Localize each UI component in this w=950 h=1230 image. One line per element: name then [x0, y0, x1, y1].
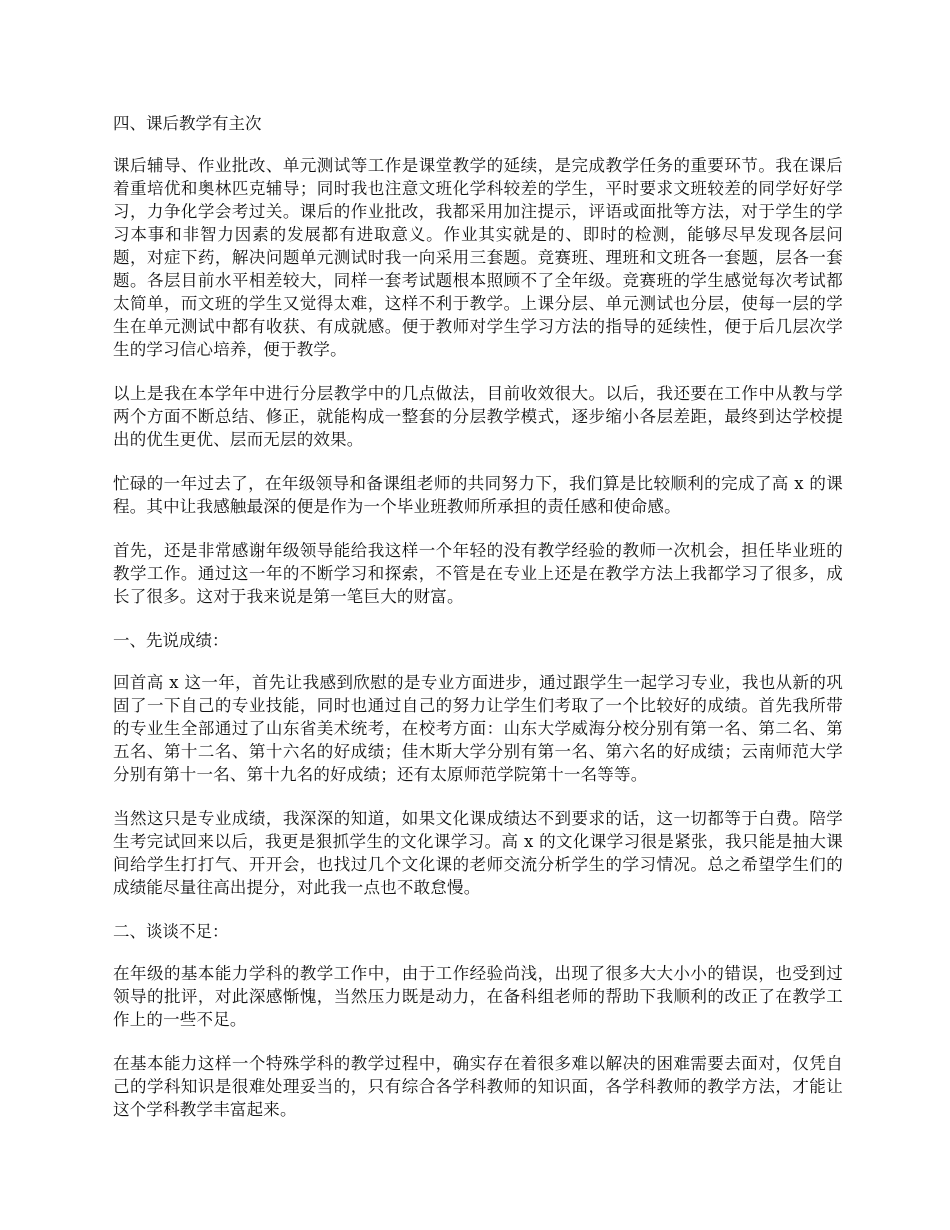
paragraph-achievements: 回首高 x 这一年，首先让我感到欣慰的是专业方面进步，通过跟学生一起学习专业，我也从新的巩固了一下自己的专业技能，同时也通过自己的努力让学生们考取了一个比较好的成绩。首先我所带的专业生全部通过了山东省美术统考，在校考方面：山东大学威海分校分别有第一名、第二名、第五名、第十二名、第十六名的好成绩；佳木斯大学分别有第一名、第六名的好成绩；云南师范大学分别有第十一名、第十九名的好成绩；还有太原师范学院第十一名等等。	[113, 673, 843, 784]
paragraph-after-class-tutoring: 课后辅导、作业批改、单元测试等工作是课堂教学的延续，是完成教学任务的重要环节。我在课后着重培优和奥林匹克辅导；同时我也注意文班化学科较差的学生，平时要求文班较差的同学好好学习，力争化学会考过关。课后的作业批改，我都采用加注提示，评语或面批等方法，对于学生的学习本事和非智力因素的发展都有进取意义。作业其实就是的、即时的检测，能够尽早发现各层问题，对症下药，解决问题单元测试时我一向采用三套题。竞赛班、理班和文班各一套题，层各一套题。各层目前水平相差较大，同样一套考试题根本照顾不了全年级。竞赛班的学生感觉每次考试都太简单，而文班的学生又觉得太难，这样不利于教学。上课分层、单元测试也分层，使每一层的学生在单元测试中都有收获、有成就感。便于教师对学生学习方法的指导的延续性，便于后几层次学生的学习信心培养，便于教学。	[113, 156, 843, 359]
document-page	[113, 112, 843, 1142]
section-heading-achievements: 一、先说成绩：	[113, 631, 229, 650]
paragraph-cultural-courses: 当然这只是专业成绩，我深深的知道，如果文化课成绩达不到要求的话，这一切都等于白费。陪学生考完试回来以后，我更是狠抓学生的文化课学习。高 x 的文化课学习很是紧张，我只能是抽大课间给学生打打气、开开会，也找过几个文化课的老师交流分析学生的学习情况。总之希望学生们的成绩能尽量往高出提分，对此我一点也不敢怠慢。	[113, 809, 843, 897]
paragraph-busy-year: 忙碌的一年过去了，在年级领导和备课组老师的共同努力下，我们算是比较顺利的完成了高 x 的课程。其中让我感触最深的便是作为一个毕业班教师所承担的责任感和使命感。	[113, 474, 843, 516]
paragraph-thanks: 首先，还是非常感谢年级领导能给我这样一个年轻的没有教学经验的教师一次机会，担任毕业班的教学工作。通过这一年的不断学习和探索，不管是在专业上还是在教学方法上我都学习了很多，成长了很多。这对于我来说是第一笔巨大的财富。	[113, 541, 843, 606]
paragraph-layered-teaching-summary: 以上是我在本学年中进行分层教学中的几点做法，目前收效很大。以后，我还要在工作中从教与学两个方面不断总结、修正，就能构成一整套的分层教学模式，逐步缩小各层差距，最终到达学校提出的优生更优、层而无层的效果。	[113, 384, 843, 449]
section-heading-after-class: 四、课后教学有主次	[113, 114, 262, 133]
paragraph-shortcomings: 在年级的基本能力学科的教学工作中，由于工作经验尚浅，出现了很多大大小小的错误，也受到过领导的批评，对此深感惭愧，当然压力既是动力，在备科组老师的帮助下我顺利的改正了在教学工作上的一些不足。	[113, 964, 843, 1029]
section-heading-shortcomings: 二、谈谈不足：	[113, 922, 229, 941]
paragraph-special-subject: 在基本能力这样一个特殊学科的教学过程中，确实存在着很多难以解决的困难需要去面对，仅凭自己的学科知识是很难处理妥当的，只有综合各学科教师的知识面，各学科教师的教学方法，才能让这个学科教学丰富起来。	[113, 1054, 843, 1119]
